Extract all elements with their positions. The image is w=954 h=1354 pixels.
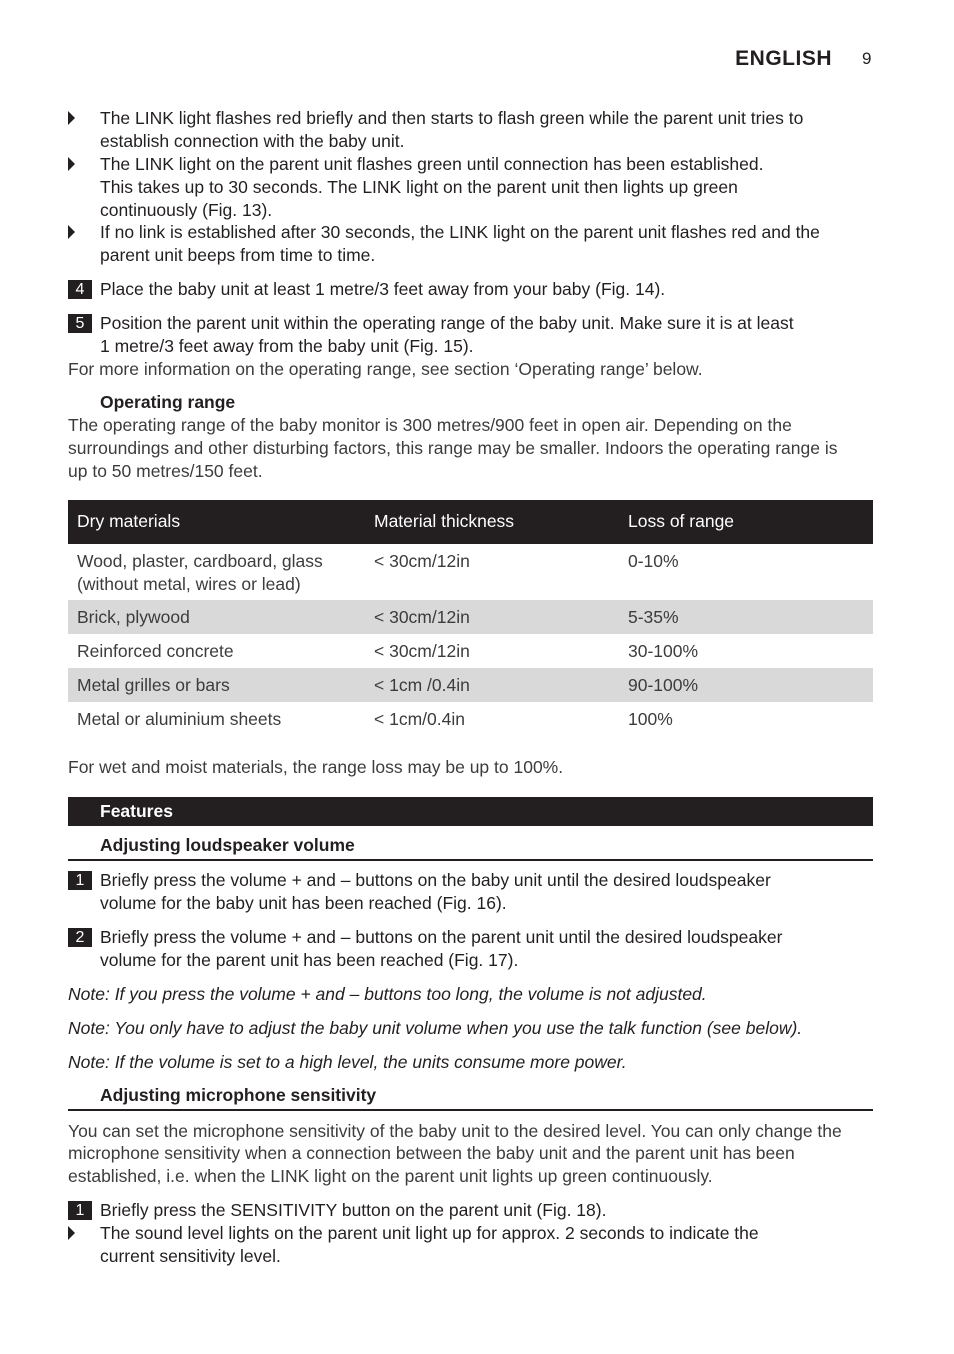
table-header-cell: Dry materials bbox=[77, 511, 181, 531]
operating-range-text: The operating range of the baby monitor is 300 metres/900 feet in open air. Depending on the bbox=[68, 415, 792, 435]
table-cell: 100% bbox=[628, 709, 673, 729]
operating-range-text: surroundings and other disturbing factors, this range may be smaller. Indoors the operating range is bbox=[68, 438, 838, 458]
language-label: ENGLISH bbox=[735, 47, 832, 70]
bullet-text: The LINK light flashes red briefly and then starts to flash green while the parent unit tries to bbox=[100, 108, 804, 128]
table-row bbox=[68, 634, 873, 668]
microphone-text: established, i.e. when the LINK light on the parent unit lights up green continuously. bbox=[68, 1166, 713, 1186]
table-header bbox=[68, 500, 873, 544]
heading-rule bbox=[68, 859, 873, 861]
table-header-cell: Loss of range bbox=[628, 511, 735, 531]
step-text: 1 metre/3 feet away from the baby unit (Fig. 15). bbox=[100, 336, 474, 356]
heading-rule bbox=[68, 1109, 873, 1111]
bullet-text: The sound level lights on the parent unit light up for approx. 2 seconds to indicate the bbox=[100, 1223, 759, 1243]
note-text: Note: If the volume is set to a high level, the units consume more power. bbox=[68, 1052, 627, 1072]
microphone-text: You can set the microphone sensitivity of the baby unit to the desired level. You can only change the bbox=[68, 1121, 842, 1141]
table-row bbox=[68, 668, 873, 702]
table-cell: 30-100% bbox=[628, 641, 699, 661]
table-cell: 5-35% bbox=[628, 607, 679, 627]
step-text: volume for the parent unit has been reached (Fig. 17). bbox=[100, 950, 519, 970]
table-cell: < 1cm /0.4in bbox=[374, 675, 470, 695]
table-cell: Metal or aluminium sheets bbox=[77, 709, 282, 729]
table-row bbox=[68, 600, 873, 634]
bullet-text: The LINK light on the parent unit flashes green until connection has been established. bbox=[100, 154, 764, 174]
loudspeaker-heading: Adjusting loudspeaker volume bbox=[100, 835, 355, 855]
table-cell: (without metal, wires or lead) bbox=[77, 574, 301, 594]
note-text: Note: You only have to adjust the baby unit volume when you use the talk function (see below). bbox=[68, 1018, 803, 1038]
step-text: Position the parent unit within the operating range of the baby unit. Make sure it is at least bbox=[100, 313, 794, 333]
bullet-text: continuously (Fig. 13). bbox=[100, 200, 273, 220]
bullet-text: current sensitivity level. bbox=[100, 1246, 281, 1266]
table-cell: < 1cm/0.4in bbox=[374, 709, 465, 729]
more-info-text: For more information on the operating range, see section ‘Operating range’ below. bbox=[68, 359, 703, 379]
operating-range-text: up to 50 metres/150 feet. bbox=[68, 461, 263, 481]
bullet-icon bbox=[68, 157, 75, 171]
step-number-badge: 2 bbox=[68, 928, 92, 947]
table-cell: 0-10% bbox=[628, 551, 679, 571]
bullet-icon bbox=[68, 111, 75, 125]
page-number: 9 bbox=[862, 49, 872, 68]
table-row bbox=[68, 544, 873, 600]
bullet-text: If no link is established after 30 seconds, the LINK light on the parent unit flashes red and the bbox=[100, 222, 820, 242]
step-text: volume for the baby unit has been reached (Fig. 16). bbox=[100, 893, 507, 913]
table-cell: Reinforced concrete bbox=[77, 641, 234, 661]
microphone-text: microphone sensitivity when a connection between the baby unit and the parent unit has been bbox=[68, 1143, 795, 1163]
table-header-cell: Material thickness bbox=[374, 511, 515, 531]
step-text: Briefly press the SENSITIVITY button on the parent unit (Fig. 18). bbox=[100, 1200, 607, 1220]
table-cell: Brick, plywood bbox=[77, 607, 190, 627]
step-text: Briefly press the volume + and – buttons on the baby unit until the desired loudspeaker bbox=[100, 870, 771, 890]
range-loss-table bbox=[68, 500, 873, 736]
table-row bbox=[68, 702, 873, 736]
step-number-badge: 1 bbox=[68, 1201, 92, 1220]
table-cell: Wood, plaster, cardboard, glass bbox=[77, 551, 323, 571]
table-cell: < 30cm/12in bbox=[374, 641, 470, 661]
note-text: Note: If you press the volume + and – buttons too long, the volume is not adjusted. bbox=[68, 984, 707, 1004]
table-cell: 90-100% bbox=[628, 675, 699, 695]
wet-materials-note: For wet and moist materials, the range loss may be up to 100%. bbox=[68, 757, 564, 777]
bullet-text: This takes up to 30 seconds. The LINK light on the parent unit then lights up green bbox=[100, 177, 738, 197]
bullet-text: parent unit beeps from time to time. bbox=[100, 245, 376, 265]
step-number-badge: 4 bbox=[68, 280, 92, 299]
bullet-text: establish connection with the baby unit. bbox=[100, 131, 405, 151]
step-number-badge: 1 bbox=[68, 871, 92, 890]
table-cell: < 30cm/12in bbox=[374, 607, 470, 627]
step-number-badge: 5 bbox=[68, 314, 92, 333]
step-text: Briefly press the volume + and – buttons on the parent unit until the desired loudspeaker bbox=[100, 927, 783, 947]
table-cell: Metal grilles or bars bbox=[77, 675, 230, 695]
operating-range-heading: Operating range bbox=[100, 392, 236, 412]
step-text: Place the baby unit at least 1 metre/3 feet away from your baby (Fig. 14). bbox=[100, 279, 666, 299]
bullet-icon bbox=[68, 225, 75, 239]
table-cell: < 30cm/12in bbox=[374, 551, 470, 571]
bullet-icon bbox=[68, 1226, 75, 1240]
features-section-bar bbox=[68, 797, 873, 826]
microphone-heading: Adjusting microphone sensitivity bbox=[100, 1085, 377, 1105]
features-title: Features bbox=[100, 801, 173, 821]
